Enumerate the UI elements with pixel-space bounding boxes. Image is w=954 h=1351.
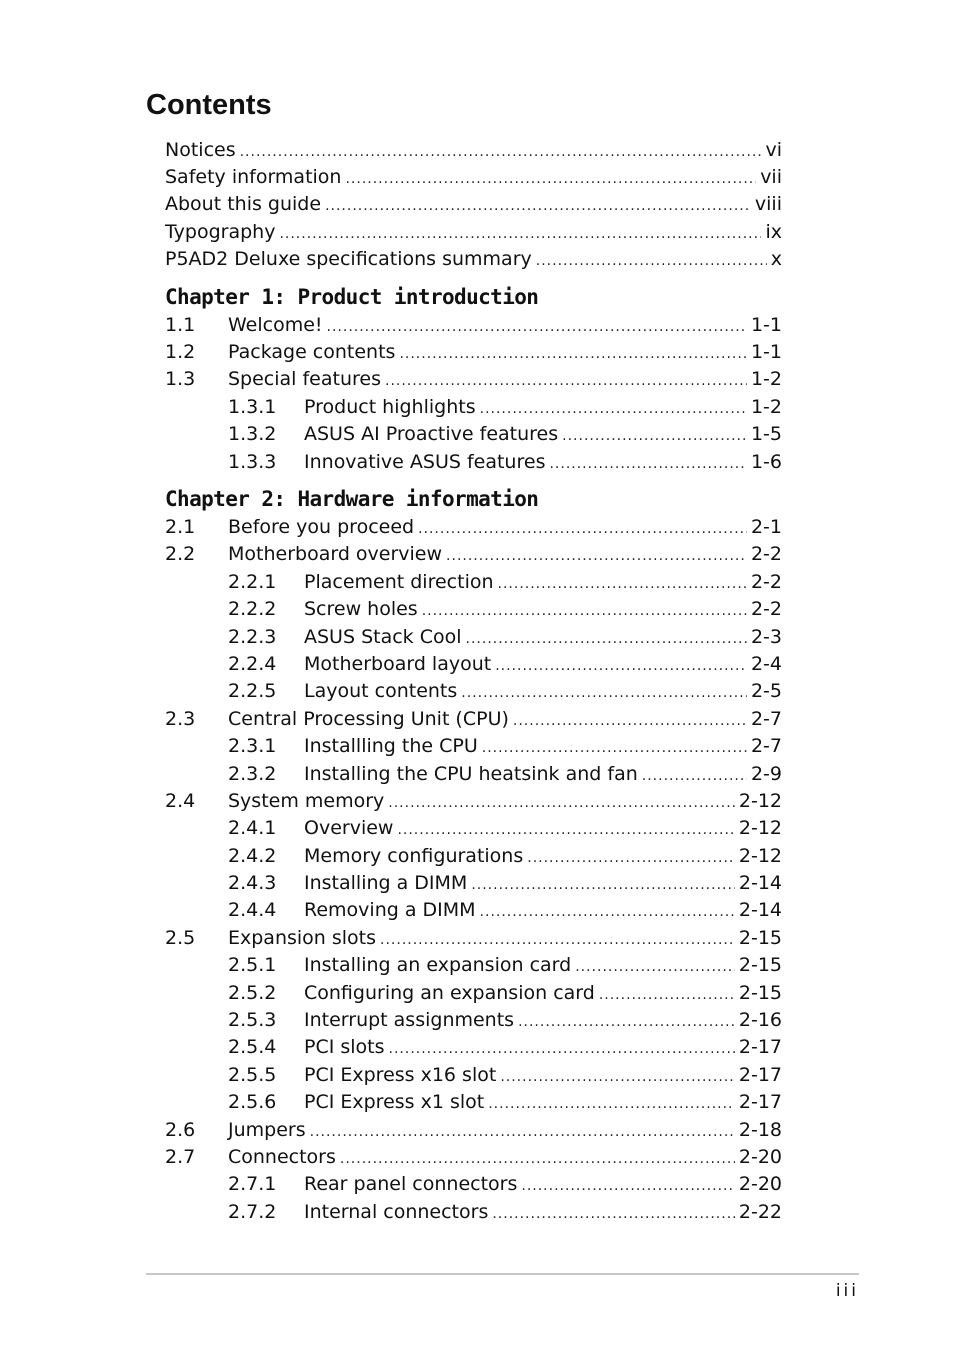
dot-leader: [480, 398, 747, 416]
toc-entry-page: 2-14: [738, 899, 782, 922]
toc-entry-page: 2-12: [738, 817, 782, 840]
toc-section-entry[interactable]: [165, 541, 782, 568]
toc-entry-label: System memory: [228, 789, 385, 812]
toc-entry-number: 2.5.6: [228, 1091, 277, 1114]
toc-entry-label: Notices: [165, 138, 236, 161]
toc-entry-page: 2-15: [738, 981, 782, 1004]
toc-entry-number: 2.5.5: [228, 1063, 277, 1086]
toc-entry-label: PCI slots: [304, 1036, 385, 1059]
toc-entry-page: 1-1: [750, 341, 782, 364]
toc-section-entry[interactable]: [165, 513, 782, 540]
toc-entry-page: ix: [765, 220, 782, 243]
page-number: iii: [835, 1281, 859, 1301]
toc-entry-number: 2.7.1: [228, 1173, 277, 1196]
chapter-section: [165, 485, 782, 1225]
toc-section-entry[interactable]: [165, 366, 782, 393]
toc-entry-number: 2.4.3: [228, 872, 277, 895]
toc-entry-page: 2-20: [738, 1145, 782, 1168]
toc-subsection-entry[interactable]: [165, 650, 782, 677]
page-title: Contents: [146, 89, 272, 121]
toc-entry-number: 2.2.4: [228, 652, 277, 675]
toc-entry-page: 2-5: [750, 680, 782, 703]
toc-entry-label: Rear panel connectors: [304, 1173, 518, 1196]
dot-leader: [488, 1093, 735, 1111]
toc-subsection-entry[interactable]: [165, 393, 782, 420]
dot-leader: [521, 1175, 735, 1193]
toc-entry-number: 2.7: [165, 1145, 196, 1168]
toc-entry-page: 2-2: [750, 543, 782, 566]
toc-entry[interactable]: [165, 191, 782, 218]
toc-entry-number: 2.3.1: [228, 735, 277, 758]
toc-subsection-entry[interactable]: [165, 623, 782, 650]
dot-leader: [388, 792, 735, 810]
toc-section-entry[interactable]: [165, 924, 782, 951]
toc-subsection-entry[interactable]: [165, 1171, 782, 1198]
toc-section-entry[interactable]: [165, 311, 782, 338]
dot-leader: [500, 1066, 735, 1084]
toc-entry-label: Safety information: [165, 166, 342, 189]
toc-entry-page: 1-6: [750, 450, 782, 473]
toc-entry-label: Installing a DIMM: [304, 872, 468, 895]
table-of-contents: [165, 136, 782, 1225]
toc-entry-number: 2.5.1: [228, 954, 277, 977]
toc-entry-label: Overview: [304, 817, 394, 840]
toc-entry-number: 2.7.2: [228, 1200, 277, 1223]
toc-subsection-entry[interactable]: [165, 869, 782, 896]
dot-leader: [482, 737, 747, 755]
toc-entry-label: Installing an expansion card: [304, 954, 572, 977]
dot-leader: [599, 984, 735, 1002]
toc-entry-number: 2.2.3: [228, 625, 277, 648]
toc-subsection-entry[interactable]: [165, 421, 782, 448]
toc-entry-page: 2-2: [750, 570, 782, 593]
toc-entry-label: Memory configurations: [304, 844, 524, 867]
toc-entry-label: About this guide: [165, 193, 322, 216]
toc-entry-page: 2-3: [750, 625, 782, 648]
toc-entry-label: Before you proceed: [228, 515, 415, 538]
toc-entry-label: Internal connectors: [304, 1200, 489, 1223]
toc-subsection-entry[interactable]: [165, 568, 782, 595]
toc-subsection-entry[interactable]: [165, 897, 782, 924]
toc-entry-label: Package contents: [228, 341, 396, 364]
toc-entry-page: vi: [765, 138, 782, 161]
toc-subsection-entry[interactable]: [165, 1198, 782, 1225]
toc-entry-label: Innovative ASUS features: [304, 450, 546, 473]
toc-subsection-entry[interactable]: [165, 1089, 782, 1116]
toc-entry-label: PCI Express x16 slot: [304, 1063, 497, 1086]
dot-leader: [471, 874, 735, 892]
toc-entry-number: 2.5.4: [228, 1036, 277, 1059]
front-matter-list: [165, 136, 782, 273]
toc-entry-label: Placement direction: [304, 570, 494, 593]
toc-entry-label: ASUS AI Proactive features: [304, 423, 559, 446]
toc-entry-page: 2-17: [738, 1063, 782, 1086]
toc-entry[interactable]: [165, 246, 782, 273]
dot-leader: [418, 518, 747, 536]
toc-subsection-entry[interactable]: [165, 678, 782, 705]
toc-entry-page: 2-15: [738, 926, 782, 949]
dot-leader: [325, 195, 751, 213]
toc-entry-page: 2-17: [738, 1036, 782, 1059]
toc-entry-label: Removing a DIMM: [304, 899, 476, 922]
toc-entry-number: 2.4: [165, 789, 196, 812]
toc-entry-number: 2.1: [165, 515, 196, 538]
dot-leader: [642, 765, 747, 783]
toc-entry-number: 2.2.2: [228, 598, 277, 621]
toc-subsection-entry[interactable]: [165, 1006, 782, 1033]
chapter-heading[interactable]: Chapter 1: Product introduction: [165, 284, 539, 309]
toc-entry-page: 1-5: [750, 423, 782, 446]
toc-entry-number: 2.2.5: [228, 680, 277, 703]
toc-entry-number: 1.2: [165, 341, 196, 364]
toc-entry-label: Special features: [228, 368, 381, 391]
toc-entry-label: PCI Express x1 slot: [304, 1091, 485, 1114]
toc-entry-page: 2-17: [738, 1091, 782, 1114]
toc-entry-label: Interrupt assignments: [304, 1009, 515, 1032]
dot-leader: [536, 250, 767, 268]
toc-entry-label: Central Processing Unit (CPU): [228, 707, 509, 730]
toc-entry-page: 2-14: [738, 872, 782, 895]
footer-divider: [146, 1273, 859, 1275]
toc-entry-label: Product highlights: [304, 395, 476, 418]
dot-leader: [327, 316, 747, 334]
dot-leader: [340, 1148, 735, 1166]
toc-entry-number: 2.5.3: [228, 1009, 277, 1032]
toc-entry[interactable]: [165, 218, 782, 245]
toc-entry-number: 2.6: [165, 1118, 196, 1141]
toc-entry-page: 2-12: [738, 844, 782, 867]
toc-entry-page: x: [770, 248, 782, 271]
toc-entry-page: 1-1: [750, 313, 782, 336]
toc-entry[interactable]: [165, 136, 782, 163]
toc-entry-label: Installing the CPU heatsink and fan: [304, 762, 638, 785]
toc-entry-page: 2-16: [738, 1009, 782, 1032]
toc-entry-number: 2.4.2: [228, 844, 277, 867]
toc-entry-label: Screw holes: [304, 598, 418, 621]
toc-entry-label: P5AD2 Deluxe specifications summary: [165, 248, 532, 271]
toc-entry-number: 2.3: [165, 707, 196, 730]
toc-subsection-entry[interactable]: [165, 842, 782, 869]
toc-entry-page: 2-15: [738, 954, 782, 977]
dot-leader: [466, 628, 747, 646]
toc-entry-number: 1.3.2: [228, 423, 277, 446]
toc-entry-page: 2-4: [750, 652, 782, 675]
toc-entry-label: Welcome!: [228, 313, 323, 336]
toc-section-entry[interactable]: [165, 1143, 782, 1170]
toc-subsection-entry[interactable]: [165, 595, 782, 622]
dot-leader: [279, 223, 761, 241]
toc-subsection-entry[interactable]: [165, 732, 782, 759]
dot-leader: [461, 682, 747, 700]
toc-entry[interactable]: [165, 163, 782, 190]
toc-entry-number: 2.3.2: [228, 762, 277, 785]
toc-entry-page: 2-9: [750, 762, 782, 785]
toc-entry-number: 1.1: [165, 313, 196, 336]
toc-entry-label: Motherboard overview: [228, 543, 443, 566]
dot-leader: [389, 1038, 735, 1056]
toc-entry-number: 2.2.1: [228, 570, 277, 593]
toc-entry-page: 2-22: [738, 1200, 782, 1223]
toc-entry-number: 1.3.3: [228, 450, 277, 473]
toc-entry-number: 2.4.1: [228, 817, 277, 840]
toc-entry-label: Layout contents: [304, 680, 458, 703]
toc-subsection-entry[interactable]: [165, 760, 782, 787]
dot-leader: [446, 545, 747, 563]
toc-section-entry[interactable]: [165, 1116, 782, 1143]
dot-leader: [399, 343, 747, 361]
chapter-list: [165, 283, 782, 1226]
toc-entry-page: 2-1: [750, 515, 782, 538]
toc-entry-page: 1-2: [750, 395, 782, 418]
toc-subsection-entry[interactable]: [165, 1061, 782, 1088]
toc-entry-label: Motherboard layout: [304, 652, 492, 675]
toc-subsection-entry[interactable]: [165, 1034, 782, 1061]
toc-entry-label: Connectors: [228, 1145, 336, 1168]
toc-section-entry[interactable]: [165, 787, 782, 814]
toc-entry-page: 2-18: [738, 1118, 782, 1141]
dot-leader: [518, 1011, 735, 1029]
toc-entry-page: vii: [760, 166, 782, 189]
dot-leader: [310, 1121, 735, 1139]
chapter-section: [165, 283, 782, 475]
dot-leader: [498, 573, 747, 591]
toc-section-entry[interactable]: [165, 338, 782, 365]
dot-leader: [527, 847, 735, 865]
toc-section-entry[interactable]: [165, 705, 782, 732]
toc-entry-label: Installling the CPU: [304, 735, 478, 758]
toc-entry-label: ASUS Stack Cool: [304, 625, 462, 648]
toc-entry-label: Configuring an expansion card: [304, 981, 595, 1004]
dot-leader: [575, 956, 735, 974]
dot-leader: [240, 141, 762, 159]
dot-leader: [492, 1203, 735, 1221]
toc-entry-page: viii: [754, 193, 782, 216]
toc-subsection-entry[interactable]: [165, 448, 782, 475]
toc-entry-page: 2-7: [750, 707, 782, 730]
toc-entry-page: 2-20: [738, 1173, 782, 1196]
toc-entry-page: 2-2: [750, 598, 782, 621]
toc-entry-number: 1.3: [165, 368, 196, 391]
toc-subsection-entry[interactable]: [165, 815, 782, 842]
toc-subsection-entry[interactable]: [165, 979, 782, 1006]
toc-entry-label: Expansion slots: [228, 926, 377, 949]
toc-entry-number: 2.5.2: [228, 981, 277, 1004]
dot-leader: [385, 370, 747, 388]
toc-entry-label: Typography: [165, 220, 276, 243]
dot-leader: [480, 901, 735, 919]
toc-subsection-entry[interactable]: [165, 952, 782, 979]
toc-entry-page: 2-12: [738, 789, 782, 812]
toc-entry-number: 2.2: [165, 543, 196, 566]
dot-leader: [513, 710, 747, 728]
toc-entry-page: 1-2: [750, 368, 782, 391]
toc-entry-number: 2.4.4: [228, 899, 277, 922]
dot-leader: [345, 168, 756, 186]
chapter-heading[interactable]: Chapter 2: Hardware information: [165, 487, 539, 512]
toc-entry-number: 2.5: [165, 926, 196, 949]
dot-leader: [422, 600, 747, 618]
dot-leader: [549, 453, 746, 471]
dot-leader: [562, 425, 747, 443]
toc-entry-page: 2-7: [750, 735, 782, 758]
toc-entry-number: 1.3.1: [228, 395, 277, 418]
dot-leader: [495, 655, 747, 673]
dot-leader: [380, 929, 735, 947]
dot-leader: [397, 819, 734, 837]
toc-entry-label: Jumpers: [228, 1118, 306, 1141]
